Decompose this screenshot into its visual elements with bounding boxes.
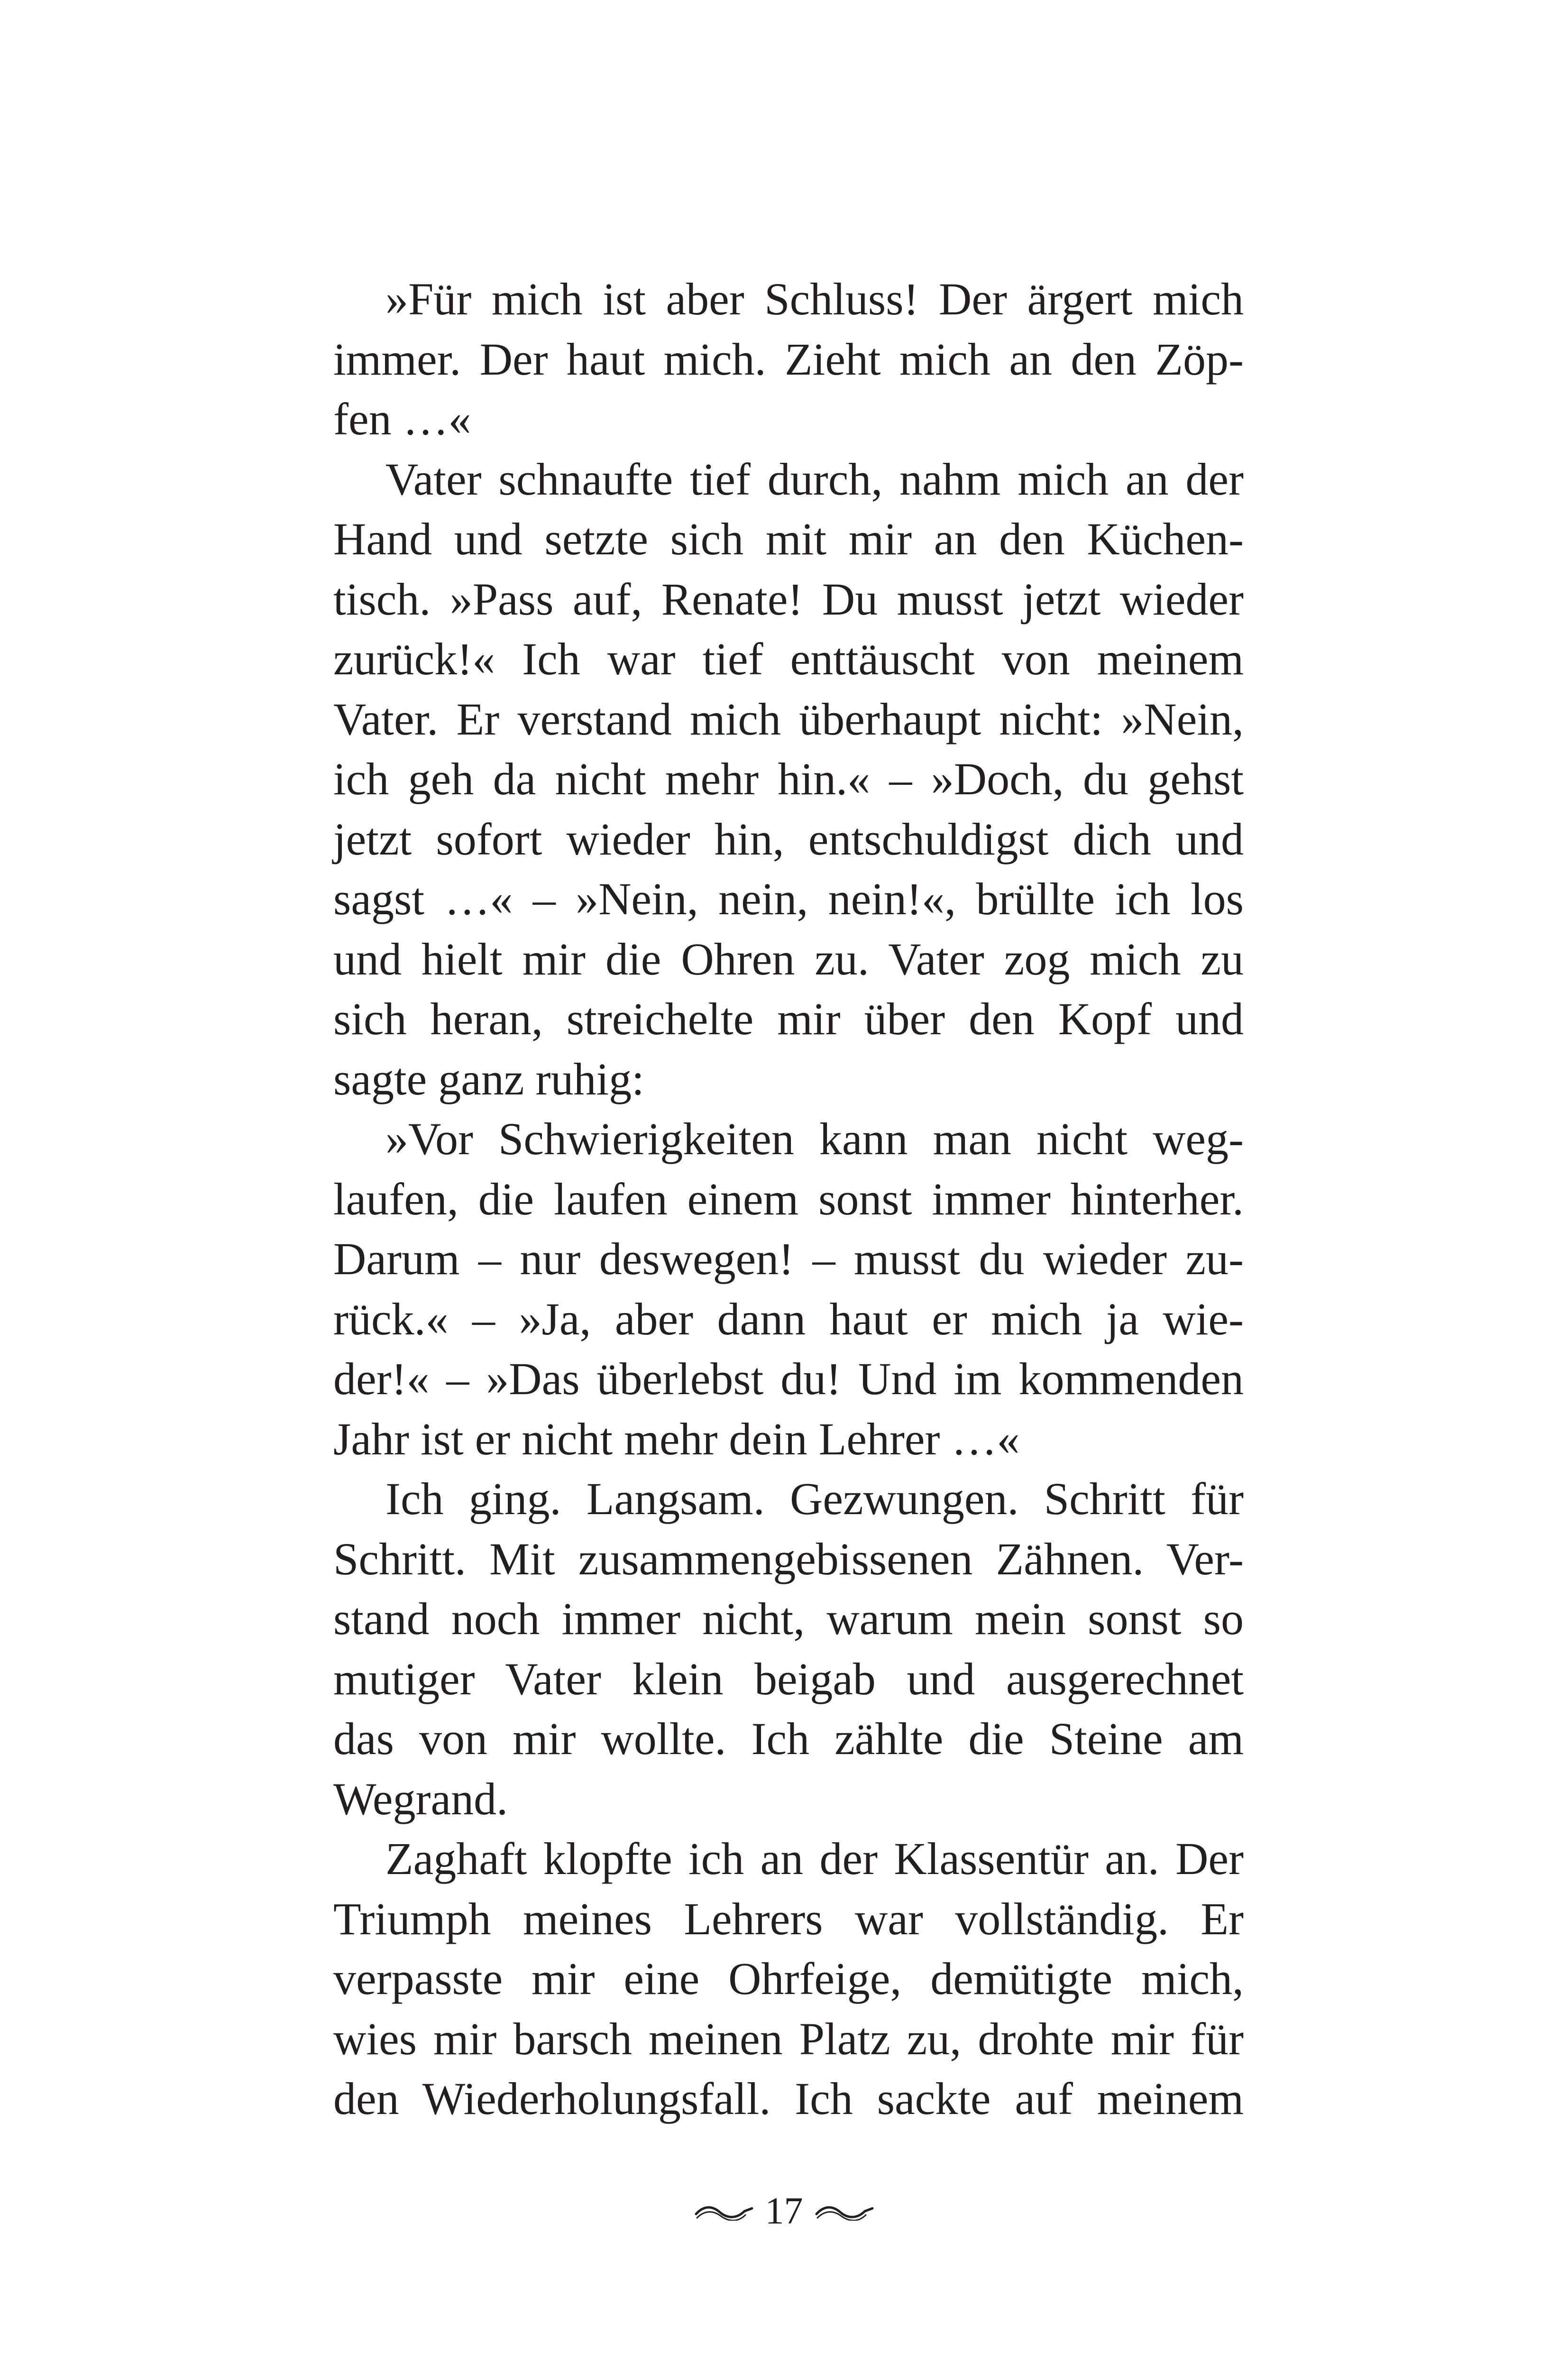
text-line: »Für mich ist aber Schluss! Der ärgert mich bbox=[385, 274, 1244, 324]
text-line: Darum – nur deswegen! – musst du wieder zu- bbox=[333, 1233, 1244, 1284]
text-line: Schritt. Mit zusammengebissenen Zähnen. Ver- bbox=[333, 1533, 1244, 1584]
text-line: »Vor Schwierigkeiten kann man nicht weg- bbox=[385, 1113, 1244, 1164]
wave-flourish-icon-right bbox=[814, 2202, 875, 2221]
text-line: zurück!« Ich war tief enttäuscht von meinem bbox=[333, 634, 1244, 684]
text-line: Wegrand. bbox=[333, 1773, 508, 1824]
text-line: Jahr ist er nicht mehr dein Lehrer …« bbox=[333, 1413, 1020, 1464]
text-line: Zaghaft klopfte ich an der Klassentür an. Der bbox=[385, 1833, 1244, 1884]
text-line: und hielt mir die Ohren zu. Vater zog mich zu bbox=[333, 933, 1244, 984]
text-line: das von mir wollte. Ich zählte die Steine am bbox=[333, 1713, 1244, 1764]
text-line: Triumph meines Lehrers war vollständig. Er bbox=[333, 1893, 1244, 1944]
text-line: jetzt sofort wieder hin, entschuldigst dich und bbox=[333, 813, 1244, 864]
text-line: der!« – »Das überlebst du! Und im kommenden bbox=[333, 1353, 1244, 1404]
text-line: sagst …« – »Nein, nein, nein!«, brüllte ich los bbox=[333, 873, 1244, 924]
text-line: laufen, die laufen einem sonst immer hinterher. bbox=[333, 1173, 1244, 1224]
text-line: Vater schnaufte tief durch, nahm mich an der bbox=[385, 453, 1244, 505]
text-line: Ich ging. Langsam. Gezwungen. Schritt für bbox=[385, 1473, 1244, 1524]
text-line: ich geh da nicht mehr hin.« – »Doch, du gehst bbox=[333, 754, 1244, 804]
text-line: immer. Der haut mich. Zieht mich an den Zöp- bbox=[333, 333, 1244, 385]
text-line: rück.« – »Ja, aber dann haut er mich ja wie- bbox=[333, 1293, 1244, 1344]
page-number: 17 bbox=[765, 2190, 803, 2232]
text-line: fen …« bbox=[333, 394, 471, 444]
text-line: wies mir barsch meinen Platz zu, drohte mir für bbox=[333, 2013, 1244, 2064]
wave-flourish-icon-left bbox=[693, 2202, 755, 2221]
text-line: Hand und setzte sich mit mir an den Küchen- bbox=[333, 514, 1244, 564]
page-footer bbox=[0, 2185, 1568, 2237]
text-line: stand noch immer nicht, warum mein sonst so bbox=[333, 1593, 1244, 1644]
text-line: Vater. Er verstand mich überhaupt nicht: »Nein, bbox=[333, 693, 1244, 744]
text-line: den Wiederholungsfall. Ich sackte auf meinem bbox=[333, 2073, 1244, 2124]
text-line: mutiger Vater klein beigab und ausgerechnet bbox=[333, 1653, 1244, 1704]
text-line: sich heran, streichelte mir über den Kopf und bbox=[333, 993, 1244, 1044]
text-line: tisch. »Pass auf, Renate! Du musst jetzt wieder bbox=[333, 573, 1244, 625]
text-line: verpasste mir eine Ohrfeige, demütigte mich, bbox=[333, 1953, 1244, 2004]
body-text bbox=[333, 269, 1244, 2129]
text-line: sagte ganz ruhig: bbox=[333, 1053, 644, 1104]
